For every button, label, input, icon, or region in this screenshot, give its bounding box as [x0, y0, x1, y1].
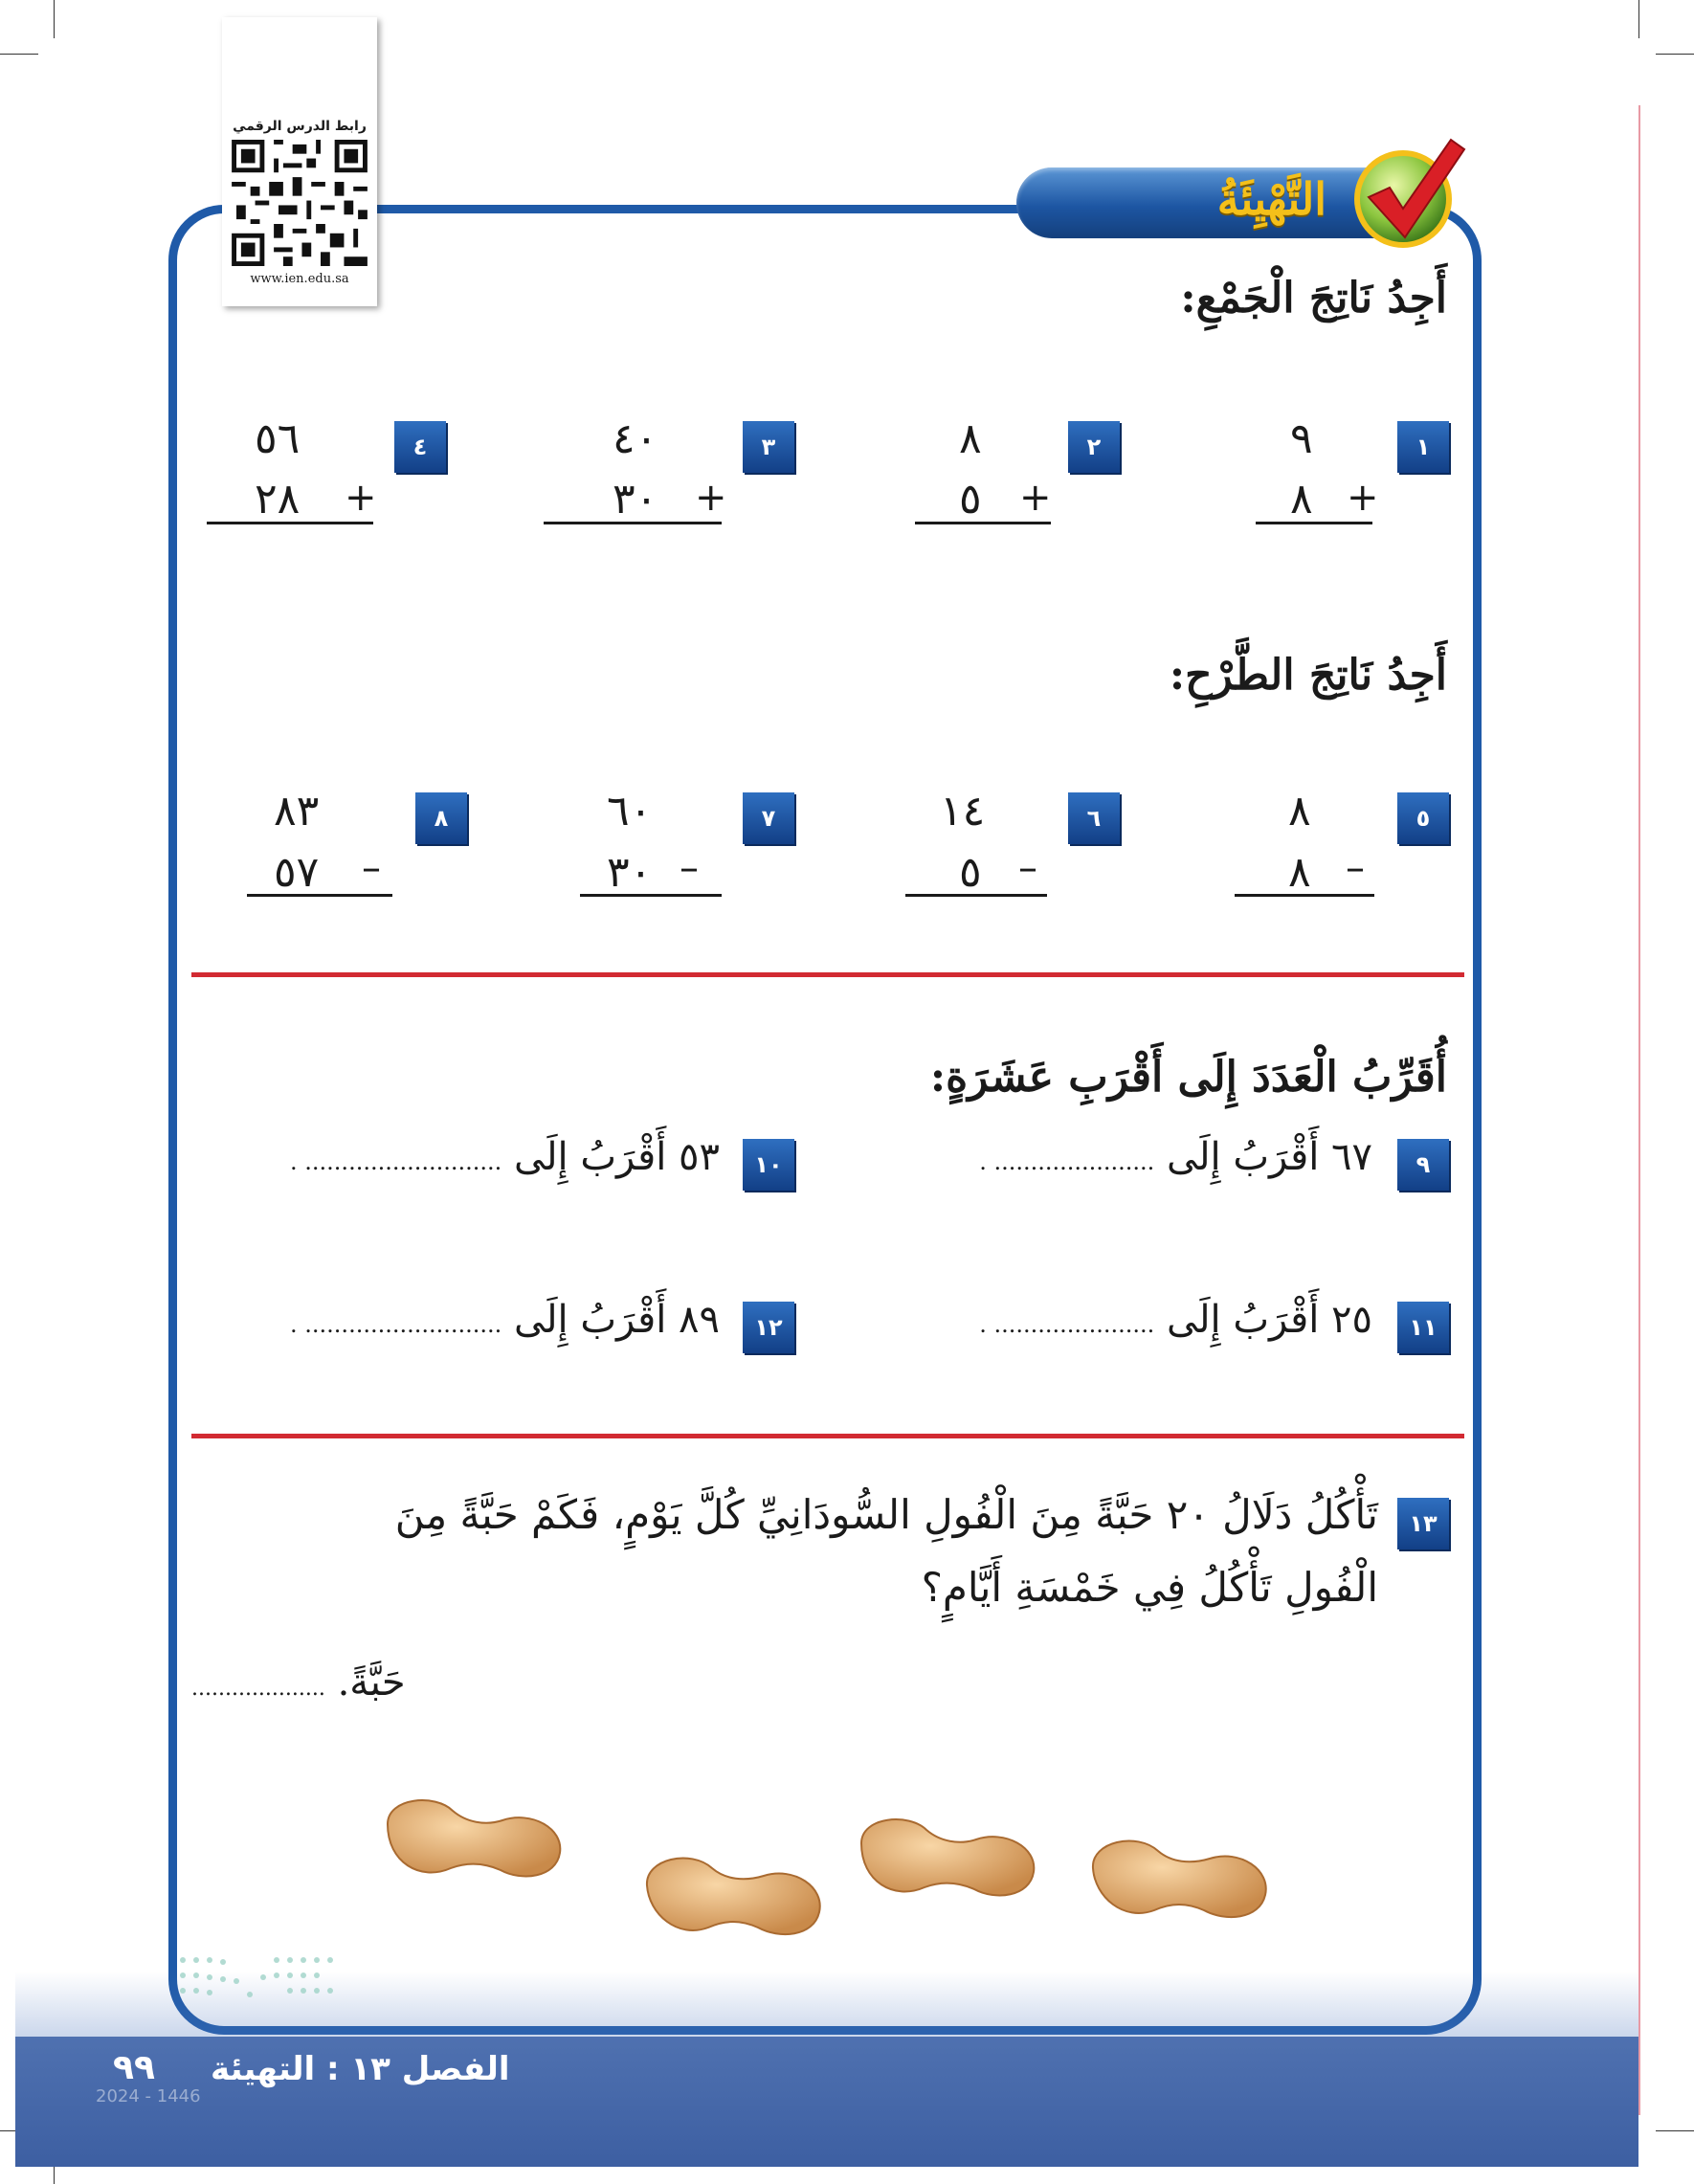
problem-number-badge: ١٣	[1397, 1498, 1449, 1549]
problem-number-badge: ٦	[1068, 792, 1120, 844]
check-mark-icon	[1348, 134, 1466, 253]
problem-number-badge: ١	[1397, 421, 1449, 473]
addend-top: ٤٠	[613, 414, 658, 463]
subtrahend: ٥٧	[274, 848, 320, 897]
qr-code-icon[interactable]	[232, 140, 368, 266]
answer-unit: حَبَّةً.	[337, 1660, 406, 1705]
rounding-prompt	[979, 1298, 1372, 1342]
addend-bottom: ٨	[1290, 475, 1313, 524]
crop-mark	[0, 54, 38, 55]
word-problem-text: تَأْكُلُ دَلَالُ ٢٠ حَبَّةً مِنَ الْفُولِ السُّودَانِيِّ كُلَّ يَوْمٍ، فَكَمْ حَبَّةً مِنَ الْفُولِ تَأْكُلُ فِي خَمْسَةِ أَيَّامٍ؟	[394, 1491, 1378, 1611]
minuend: ٨	[1288, 787, 1311, 836]
answer-line	[1256, 522, 1372, 524]
plus-sign: +	[1019, 476, 1052, 520]
addend-top: ٥٦	[255, 414, 301, 463]
answer-line	[580, 894, 722, 897]
crop-mark	[1656, 2130, 1694, 2131]
crop-mark	[1638, 0, 1639, 38]
rounding-text: ٥٣ أَقْرَبُ إِلَى	[514, 1135, 720, 1179]
answer-line	[207, 522, 373, 524]
problem-number-badge: ٢	[1068, 421, 1120, 473]
rounding-prompt	[290, 1135, 720, 1179]
page-number: ٩٩	[113, 2048, 155, 2087]
subtraction-heading: أَجِدُ نَاتِجَ الطَّرْحِ:	[1169, 651, 1447, 700]
plus-sign: +	[345, 476, 377, 520]
plus-sign: +	[695, 476, 727, 520]
problem-number-badge: ٩	[1397, 1139, 1449, 1191]
qr-url[interactable]: www.ien.edu.sa	[250, 272, 349, 286]
crop-mark	[1656, 54, 1694, 55]
subtrahend: ٨	[1288, 848, 1311, 897]
subtrahend: ٣٠	[607, 848, 653, 897]
rounding-prompt	[979, 1135, 1372, 1179]
addend-bottom: ٢٨	[255, 475, 301, 524]
minuend: ٦٠	[607, 787, 653, 836]
minus-sign: –	[1346, 846, 1365, 890]
chapter-title: الفصل ١٣ : التهيئة	[211, 2050, 510, 2088]
answer-line	[247, 894, 392, 897]
addition-heading: أَجِدُ نَاتِجَ الْجَمْعِ:	[1180, 274, 1447, 323]
rounding-prompt	[290, 1298, 720, 1342]
problem-number-badge: ٧	[743, 792, 794, 844]
addend-bottom: ٥	[959, 475, 982, 524]
answer-line	[915, 522, 1051, 524]
answer-blank[interactable]: ....................	[191, 1677, 325, 1701]
qr-label: رابط الدرس الرقمي	[233, 119, 367, 134]
answer-blank[interactable]: ........................... .	[290, 1148, 502, 1175]
addend-bottom: ٣٠	[613, 475, 658, 524]
section-title: التَّهْيِئَةُ	[1216, 173, 1326, 225]
rounding-heading: أُقَرِّبُ الْعَدَدَ إِلَى أَقْرَبِ عَشَرَةٍ:	[929, 1053, 1447, 1102]
qr-card[interactable]	[222, 17, 377, 306]
problem-number-badge: ٨	[415, 792, 467, 844]
crop-mark	[54, 0, 55, 38]
answer-line	[544, 522, 722, 524]
page-edge	[1638, 105, 1640, 2115]
problem-number-badge: ٥	[1397, 792, 1449, 844]
plus-sign: +	[1347, 476, 1379, 520]
rounding-text: ٢٥ أَقْرَبُ إِلَى	[1167, 1298, 1372, 1342]
peanut-image	[852, 1805, 1043, 1905]
word-problem-answer	[191, 1660, 406, 1705]
answer-blank[interactable]: ...................... .	[979, 1148, 1155, 1175]
minus-sign: –	[680, 846, 699, 890]
peanut-image	[1083, 1826, 1275, 1926]
peanut-image	[378, 1786, 569, 1885]
answer-line	[1235, 894, 1374, 897]
problem-number-badge: ٤	[394, 421, 446, 473]
addend-top: ٨	[959, 414, 982, 463]
addend-top: ٩	[1290, 414, 1313, 463]
dots-pattern-icon	[177, 1952, 340, 2010]
answer-line	[905, 894, 1047, 897]
peanut-image	[637, 1843, 829, 1943]
problem-number-badge: ١٠	[743, 1139, 794, 1191]
problem-number-badge: ١٢	[743, 1302, 794, 1353]
section-divider	[191, 1434, 1464, 1438]
problem-number-badge: ٣	[743, 421, 794, 473]
problem-number-badge: ١١	[1397, 1302, 1449, 1353]
answer-blank[interactable]: ........................... .	[290, 1311, 502, 1338]
answer-blank[interactable]: ...................... .	[979, 1311, 1155, 1338]
minus-sign: –	[362, 846, 381, 890]
minuend: ٨٣	[274, 787, 320, 836]
minus-sign: –	[1018, 846, 1037, 890]
rounding-text: ٦٧ أَقْرَبُ إِلَى	[1167, 1135, 1372, 1179]
minuend: ١٤	[940, 787, 986, 836]
rounding-text: ٨٩ أَقْرَبُ إِلَى	[514, 1298, 720, 1342]
year-watermark: 2024 - 1446	[96, 2086, 201, 2106]
section-divider	[191, 972, 1464, 977]
subtrahend: ٥	[959, 848, 982, 897]
